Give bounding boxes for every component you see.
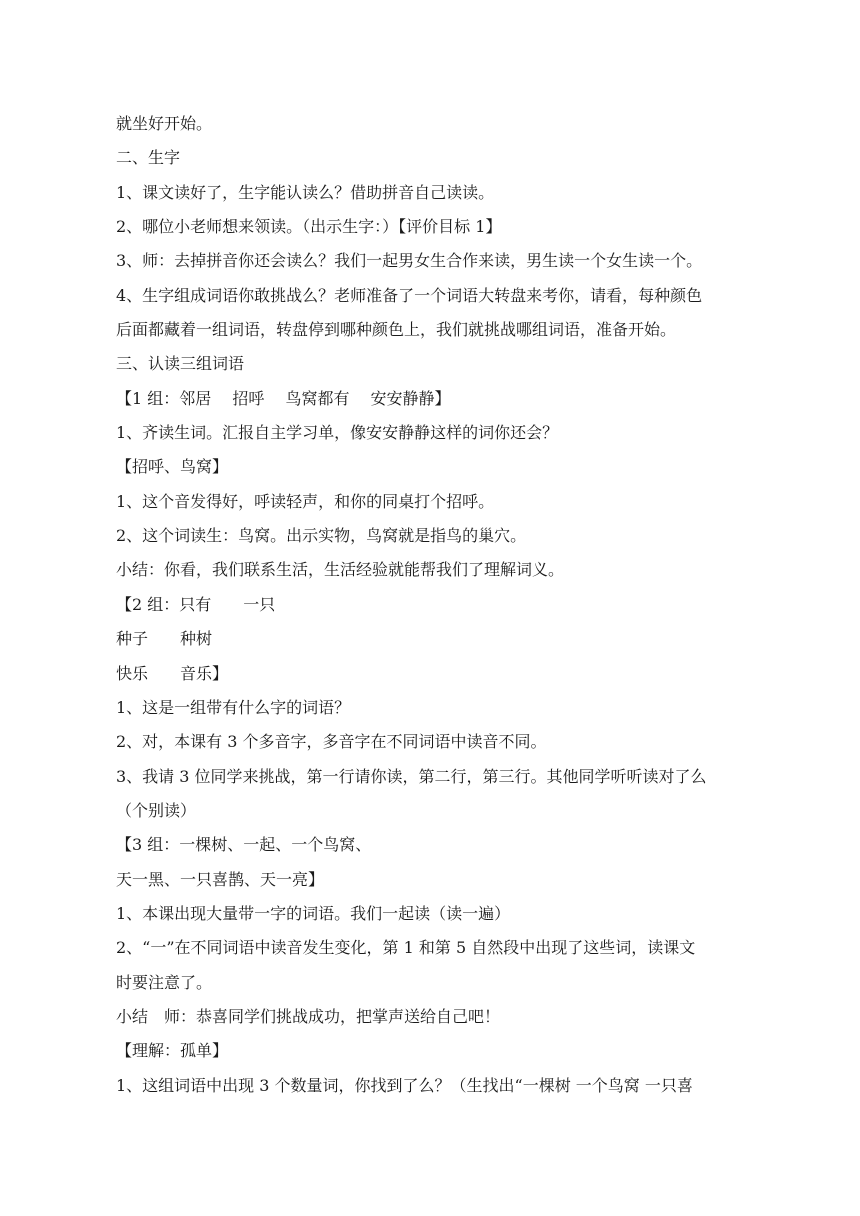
word-group: 【理解：孤单】 [116,1041,229,1061]
word-group: 种子 种树 [116,629,213,649]
document-body [116,107,752,1103]
text-line: 3、师：去掉拼音你还会读么？我们一起男女生合作来读，男生读一个女生读一个。 [116,251,703,271]
text-line: 2、这个词读生：鸟窝。出示实物，鸟窝就是指鸟的巢穴。 [116,526,527,546]
text-line: （个别读） [116,800,197,820]
word-group: 天一黑、一只喜鹊、天一亮】 [116,869,325,889]
text-line: 3、我请 3 位同学来挑战，第一行请你读，第二行，第三行。其他同学听听读对了么 [116,766,707,786]
text-line: 1、这个音发得好，呼读轻声，和你的同桌打个招呼。 [116,491,495,511]
section-heading: 三、认读三组词语 [116,354,245,374]
summary-line: 小结：你看，我们联系生活，生活经验就能帮我们了理解词义。 [116,560,565,580]
text-line: 2、“一”在不同词语中读音发生变化，第 1 和第 5 自然段中出现了这些词，读课文 [116,938,696,958]
text-line: 就坐好开始。 [116,114,213,133]
summary-line: 小结 师：恭喜同学们挑战成功，把掌声送给自己吧！ [116,1006,501,1026]
word-group: 【3 组：一棵树、一起、一个鸟窝、 [116,835,372,855]
text-line: 时要注意了。 [116,972,213,992]
word-group: 快乐 音乐】 [116,663,229,683]
text-line: 1、本课出现大量带一字的词语。我们一起读（读一遍） [116,903,511,923]
text-line: 1、齐读生词。汇报自主学习单，像安安静静这样的词你还会？ [116,423,559,443]
word-group: 【1 组：邻居 招呼 鸟窝都有 安安静静】 [116,388,451,408]
text-line: 1、这是一组带有什么字的词语？ [116,697,351,717]
text-line: 1、这组词语中出现 3 个数量词，你找到了么？（生找出“一棵树 一个鸟窝 一只喜 [116,1075,693,1095]
text-line: 后面都藏着一组词语，转盘停到哪种颜色上，我们就挑战哪组词语，准备开始。 [116,320,677,340]
word-group: 【2 组：只有 一只 [116,594,276,614]
text-line: 2、对，本课有 3 个多音字，多音字在不同词语中读音不同。 [116,732,547,752]
word-group: 【招呼、鸟窝】 [116,457,229,477]
section-heading: 二、生字 [116,148,181,168]
text-line: 2、哪位小老师想来领读。（出示生字：）【评价目标 1】 [116,217,502,237]
text-line: 4、生字组成词语你敢挑战么？老师准备了一个词语大转盘来考你，请看，每种颜色 [116,285,703,305]
text-line: 1、课文读好了，生字能认读么？借助拼音自己读读。 [116,182,495,202]
